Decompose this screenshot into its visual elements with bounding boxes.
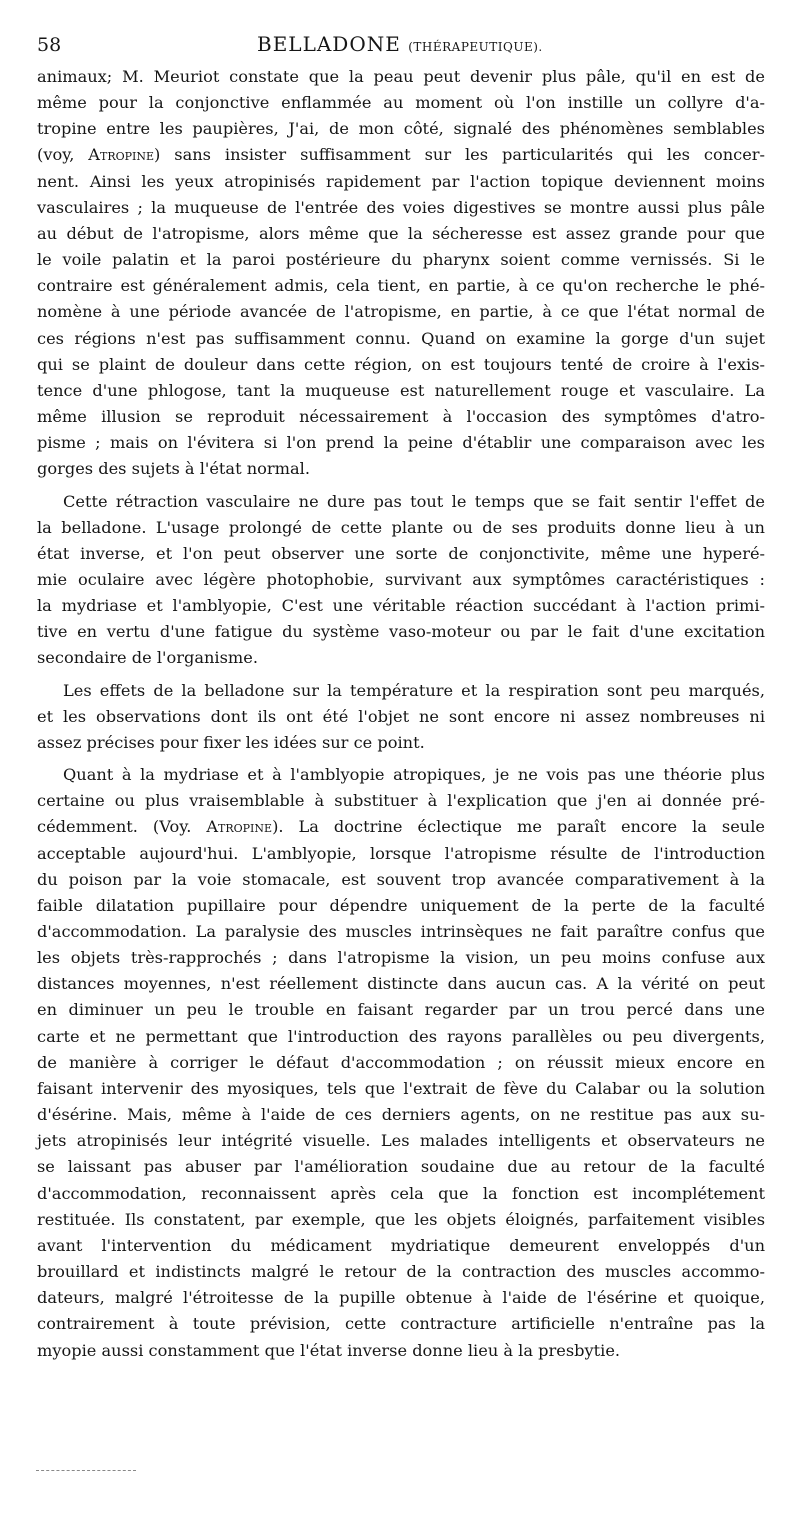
text-line: au début de l'atropisme, alors même que la sécheresse est assez grande pour que	[37, 223, 765, 243]
text-line: et les observations dont ils ont été l'objet ne sont encore ni assez nombreuses ni	[37, 706, 765, 726]
paragraph	[37, 678, 765, 756]
running-title	[257, 32, 543, 56]
text-line: distances moyennes, n'est réellement distincte dans aucun cas. A la vérité on peut	[37, 974, 765, 994]
text-line: certaine ou plus vraisemblable à substituer à l'explication que j'en ai donnée pré-	[37, 791, 765, 811]
text-line: carte et ne permettant que l'introduction des rayons parallèles ou peu divergents,	[37, 1026, 765, 1046]
text-line: Cette rétraction vasculaire ne dure pas tout le temps que se fait sentir l'effet de	[63, 491, 765, 511]
text-line: cédemment. (Voy. Atropine). La doctrine éclectique me paraît encore la seule	[37, 817, 765, 837]
text-line: pisme ; mais on l'évitera si l'on prend la peine d'établir une comparaison avec les	[37, 433, 765, 453]
text-line: vasculaires ; la muqueuse de l'entrée des voies digestives se montre aussi plus pâle	[37, 197, 765, 217]
text-line: nent. Ainsi les yeux atropinisés rapidement par l'action topique deviennent moins	[37, 171, 765, 191]
cross-reference: Atropine	[206, 817, 273, 837]
text-line: la belladone. L'usage prolongé de cette plante ou de ses produits donne lieu à un	[37, 517, 765, 537]
text-line: d'accommodation. La paralysie des muscles intrinsèques ne fait paraître confus que	[37, 922, 765, 941]
text-line: Les effets de la belladone sur la température et la respiration sont peu marqués,	[63, 680, 765, 700]
text-line: la mydriase et l'amblyopie, C'est une véritable réaction succédant à l'action primi-	[37, 596, 765, 616]
text-line: nomène à une période avancée de l'atropisme, en partie, à ce que l'état normal de	[37, 302, 765, 322]
text-line: même pour la conjonctive enflammée au moment où l'on instille un collyre d'a-	[37, 93, 765, 113]
text-line: tence d'une phlogose, tant la muqueuse est naturellement rouge et vasculaire. La	[37, 380, 765, 400]
text-line: gorges des sujets à l'état normal.	[37, 459, 310, 479]
text-line: faisant intervenir des myosiques, tels que l'extrait de fève du Calabar ou la solution	[37, 1078, 765, 1098]
text-line: avant l'intervention du médicament mydriatique demeurent enveloppés d'un	[37, 1235, 765, 1255]
footer-rule	[36, 1470, 136, 1471]
text-line: du poison par la voie stomacale, est souvent trop avancée comparativement à la	[37, 869, 765, 889]
text-line: contrairement à toute prévision, cette contracture artificielle n'entraîne pas la	[37, 1314, 765, 1334]
text-line: myopie aussi constamment que l'état inverse donne lieu à la presbytie.	[37, 1340, 621, 1360]
text-line: animaux; M. Meuriot constate que la peau peut devenir plus pâle, qu'il en est de	[37, 67, 765, 86]
page-number: 58	[37, 34, 62, 56]
text-line: le voile palatin et la paroi postérieure du pharynx soient comme vernissés. Si le	[37, 250, 765, 270]
text-line: d'ésérine. Mais, même à l'aide de ces derniers agents, on ne restitue pas aux su-	[37, 1105, 765, 1125]
text-line: de manière à corriger le défaut d'accommodation ; on réussit mieux encore en	[37, 1052, 765, 1072]
text-line: même illusion se reproduit nécessairement à l'occasion des symptômes d'atro-	[37, 407, 765, 427]
text-line: état inverse, et l'on peut observer une sorte de conjonctivite, même une hyperé-	[37, 543, 765, 563]
body-text	[37, 64, 765, 1364]
running-header	[37, 30, 765, 64]
text-line: mie oculaire avec légère photophobie, survivant aux symptômes caractéristiques :	[37, 569, 765, 589]
text-line: d'accommodation, reconnaissent après cela que la fonction est incomplétement	[37, 1183, 765, 1203]
text-line: secondaire de l'organisme.	[37, 648, 258, 668]
text-line: les objets très-rapprochés ; dans l'atropisme la vision, un peu moins confuse aux	[37, 948, 765, 968]
text-line: se laissant pas abuser par l'amélioration soudaine due au retour de la faculté	[37, 1157, 765, 1177]
text-line: qui se plaint de douleur dans cette région, on est toujours tenté de croire à l'exis-	[37, 354, 765, 374]
paragraph	[37, 762, 765, 1364]
text-line: contraire est généralement admis, cela tient, en partie, à ce qu'on recherche le phé-	[37, 276, 765, 296]
text-line: brouillard et indistincts malgré le retour de la contraction des muscles accommo-	[37, 1262, 765, 1282]
text-line: faible dilatation pupillaire pour dépendre uniquement de la perte de la faculté	[37, 895, 765, 915]
text-line: (voy, Atropine) sans insister suffisamment sur les particularités qui les concer-	[37, 145, 765, 165]
text-line: tropine entre les paupières, J'ai, de mon côté, signalé des phénomènes semblables	[37, 119, 765, 139]
cross-reference: Atropine	[88, 145, 155, 165]
text-line: Quant à la mydriase et à l'amblyopie atropiques, je ne vois pas une théorie plus	[63, 765, 765, 785]
text-line: dateurs, malgré l'étroitesse de la pupille obtenue à l'aide de l'ésérine et quoique,	[37, 1288, 765, 1308]
text-line: jets atropinisés leur intégrité visuelle. Les malades intelligents et observateurs ne	[37, 1131, 765, 1151]
text-line: tive en vertu d'une fatigue du système vaso-moteur ou par le fait d'une excitation	[37, 622, 765, 642]
text-line: ces régions n'est pas suffisamment connu. Quand on examine la gorge d'un sujet	[37, 328, 765, 348]
text-line: en diminuer un peu le trouble en faisant regarder par un trou percé dans une	[37, 1000, 765, 1020]
paragraph	[37, 64, 765, 483]
book-page	[37, 30, 765, 1370]
running-title-main: BELLADONE	[257, 32, 401, 56]
text-line: assez précises pour fixer les idées sur ce point.	[37, 732, 425, 752]
running-title-subtitle: (THÉRAPEUTIQUE).	[408, 40, 543, 54]
text-line: restituée. Ils constatent, par exemple, que les objets éloignés, parfaitement visibles	[37, 1209, 765, 1229]
paragraph	[37, 489, 765, 672]
text-line: acceptable aujourd'hui. L'amblyopie, lorsque l'atropisme résulte de l'introduction	[37, 843, 765, 863]
